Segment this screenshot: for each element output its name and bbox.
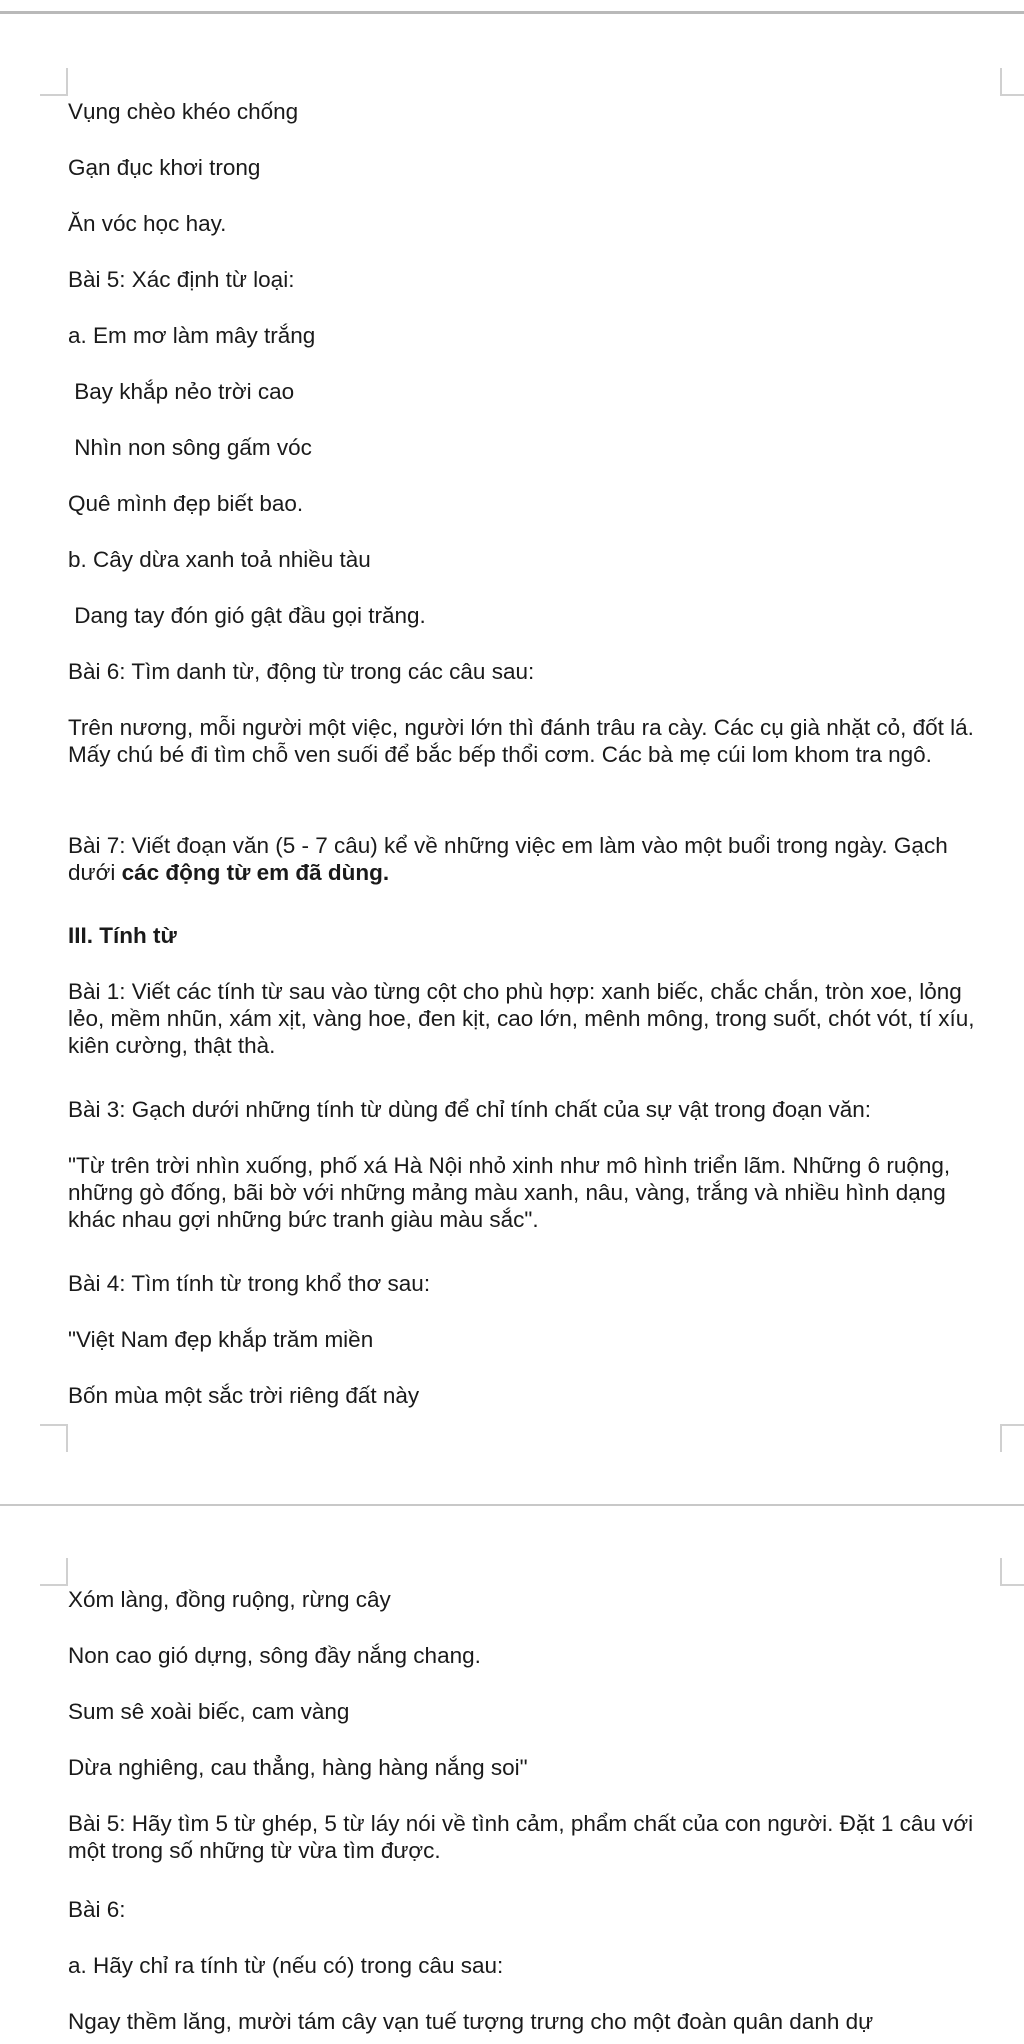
- text-line: Dang tay đón gió gật đầu gọi trăng.: [68, 603, 426, 628]
- text-line: Xóm làng, đồng ruộng, rừng cây: [68, 1587, 391, 1612]
- crop-mark-top-left: [40, 68, 68, 96]
- text-line: "Việt Nam đẹp khắp trăm miền: [68, 1327, 374, 1352]
- paragraph: Trên nương, mỗi người một việc, người lớn thì đánh trâu ra cày. Các cụ già nhặt cỏ, đốt lá. Mấy chú bé đi tìm chỗ ven suối để bắc bếp thổi cơm. Các bà mẹ cúi lom khom tra ngô.: [68, 715, 981, 767]
- paragraph: "Từ trên trời nhìn xuống, phố xá Hà Nội nhỏ xinh như mô hình triển lãm. Những ô ruộng, những gò đống, bãi bờ với những mảng màu xanh, nâu, vàng, trắng và nhiều hình dạng khác nhau gợi những bức tranh giàu màu sắc".: [68, 1153, 957, 1232]
- text-line: Sum sê xoài biếc, cam vàng: [68, 1699, 350, 1724]
- paragraph: Bài 1: Viết các tính từ sau vào từng cột cho phù hợp: xanh biếc, chắc chắn, tròn xoe, lỏng lẻo, mềm nhũn, xám xịt, vàng hoe, đen kịt, cao lớn, mênh mông, trong suốt, chót vót, tí xíu, kiên cường, thật thà.: [68, 979, 981, 1058]
- document-page-2: [0, 1506, 1024, 2044]
- text-line: Bốn mùa một sắc trời riêng đất này: [68, 1383, 420, 1408]
- paragraph: Bài 5: Hãy tìm 5 từ ghép, 5 từ láy nói về tình cảm, phẩm chất của con người. Đặt 1 câu với một trong số những từ vừa tìm được.: [68, 1811, 980, 1863]
- text-line: a. Em mơ làm mây trắng: [68, 323, 316, 348]
- bai-7-text: Bài 7: Viết đoạn văn (5 - 7 câu) kể về những việc em làm vào một buổi trong ngày. Gạch dưới: [68, 833, 954, 885]
- text-line: Bài 6:: [68, 1897, 126, 1922]
- text-line: Quê mình đẹp biết bao.: [68, 491, 304, 516]
- bai-7-paragraph: [68, 832, 988, 886]
- text-line: Nhìn non sông gấm vóc: [68, 435, 312, 460]
- text-line: Non cao gió dựng, sông đầy nắng chang.: [68, 1643, 481, 1668]
- text-line: Bài 6: Tìm danh từ, động từ trong các câu sau:: [68, 659, 535, 684]
- crop-mark-bottom-left: [40, 1424, 68, 1452]
- text-line: a. Hãy chỉ ra tính từ (nếu có) trong câu sau:: [68, 1953, 504, 1978]
- text-line: Bài 3: Gạch dưới những tính từ dùng để chỉ tính chất của sự vật trong đoạn văn:: [68, 1097, 871, 1122]
- crop-mark-top-right: [1000, 68, 1024, 96]
- top-rule: [0, 0, 1024, 14]
- crop-mark-top-right: [1000, 1558, 1024, 1586]
- text-line: b. Cây dừa xanh toả nhiều tàu: [68, 547, 371, 572]
- crop-mark-top-left: [40, 1558, 68, 1586]
- text-line: Ăn vóc học hay.: [68, 211, 227, 236]
- text-line: Bài 4: Tìm tính từ trong khổ thơ sau:: [68, 1271, 431, 1296]
- document-page-1: [0, 14, 1024, 1504]
- text-line: Ngay thềm lăng, mười tám cây vạn tuế tượng trưng cho một đoàn quân danh dự: [68, 2009, 874, 2034]
- text-line: Dừa nghiêng, cau thẳng, hàng hàng nắng soi": [68, 1755, 528, 1780]
- text-line: Vụng chèo khéo chống: [68, 99, 299, 124]
- crop-mark-bottom-right: [1000, 1424, 1024, 1452]
- text-line: Bay khắp nẻo trời cao: [68, 379, 295, 404]
- text-line: Gạn đục khơi trong: [68, 155, 261, 180]
- bai-7-bold-text: các động từ em đã dùng.: [121, 860, 390, 885]
- section-heading: III. Tính từ: [68, 923, 177, 948]
- text-line: Bài 5: Xác định từ loại:: [68, 267, 295, 292]
